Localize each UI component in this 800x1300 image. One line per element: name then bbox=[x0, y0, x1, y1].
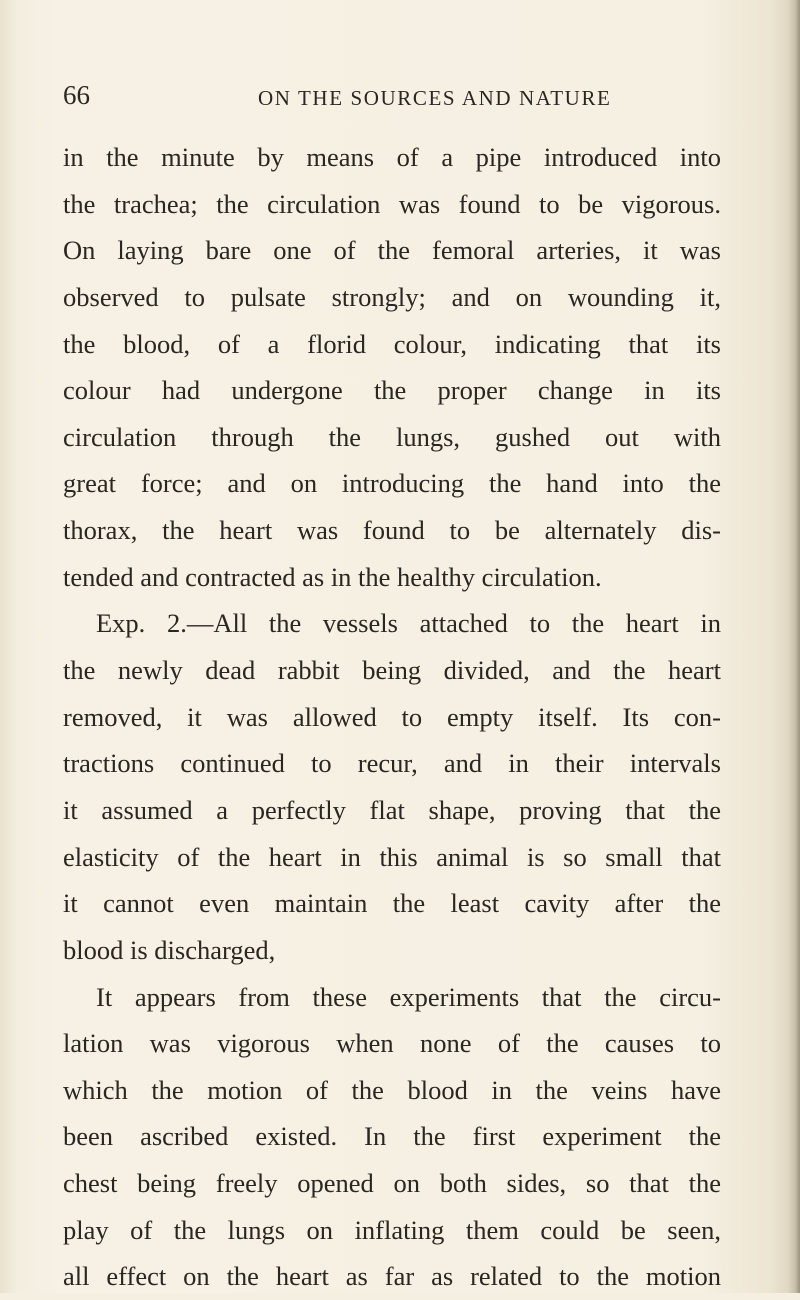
text-line: the trachea; the circulation was found to be vigorous. bbox=[63, 188, 721, 219]
text-line: the newly dead rabbit being divided, and the heart bbox=[63, 655, 721, 686]
page-number: 66 bbox=[63, 80, 90, 110]
text-line: great force; and on introducing the hand into the bbox=[63, 468, 721, 499]
text-line-paragraph-start: Exp. 2.—All the vessels attached to the heart in bbox=[96, 608, 721, 639]
running-head bbox=[63, 80, 723, 120]
text-line: it assumed a perfectly flat shape, proving that the bbox=[63, 794, 721, 825]
text-line: tractions continued to recur, and in their intervals bbox=[63, 748, 721, 779]
text-line: circulation through the lungs, gushed out with bbox=[63, 421, 721, 452]
text-line: blood is discharged, bbox=[63, 934, 276, 965]
text-line: removed, it was allowed to empty itself. Its con- bbox=[63, 701, 721, 732]
text-line: which the motion of the blood in the veins have bbox=[63, 1074, 721, 1105]
text-line: observed to pulsate strongly; and on wounding it, bbox=[63, 281, 721, 312]
body-text bbox=[63, 134, 721, 1300]
text-line: colour had undergone the proper change in its bbox=[63, 375, 721, 406]
text-line: lation was vigorous when none of the causes to bbox=[63, 1028, 721, 1059]
text-line: chest being freely opened on both sides, so that the bbox=[63, 1168, 721, 1199]
text-line: tended and contracted as in the healthy circulation. bbox=[63, 561, 602, 592]
text-line: it cannot even maintain the least cavity after the bbox=[63, 888, 721, 919]
text-line: the blood, of a florid colour, indicating that its bbox=[63, 328, 721, 359]
text-line: all effect on the heart as far as related to the motion bbox=[63, 1261, 721, 1292]
text-line: thorax, the heart was found to be alternately dis- bbox=[63, 515, 721, 546]
text-line-paragraph-start: It appears from these experiments that the circu- bbox=[96, 981, 721, 1012]
text-line: play of the lungs on inflating them could be seen, bbox=[63, 1214, 721, 1245]
page-fold-shadow bbox=[788, 0, 800, 1293]
text-line: been ascribed existed. In the first experiment the bbox=[63, 1121, 721, 1152]
running-title: ON THE SOURCES AND NATURE bbox=[258, 86, 612, 110]
text-line: On laying bare one of the femoral arteries, it was bbox=[63, 235, 721, 266]
text-line: elasticity of the heart in this animal is so small that bbox=[63, 841, 721, 872]
text-line: in the minute by means of a pipe introduced into bbox=[63, 142, 721, 172]
